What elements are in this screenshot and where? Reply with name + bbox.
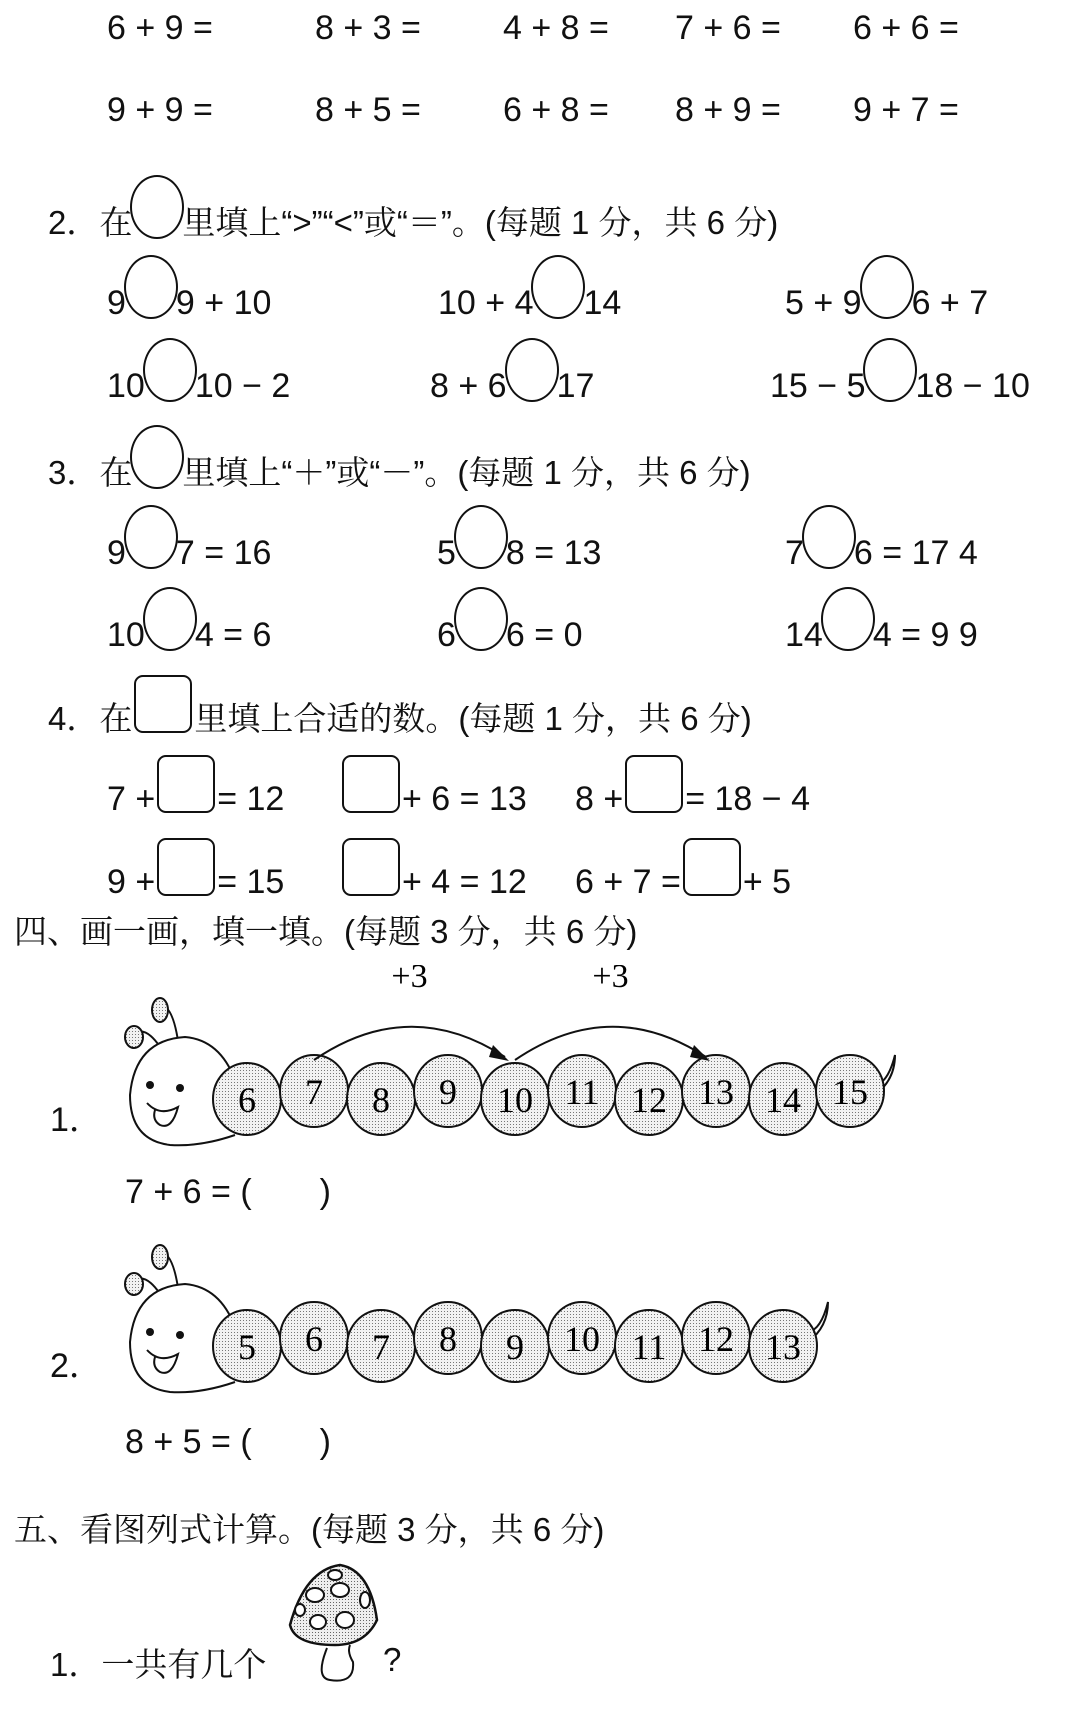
oval-answer-slot[interactable]: [821, 587, 875, 651]
segment-number: 15: [832, 1072, 868, 1112]
heading-text: 在: [99, 700, 133, 737]
expression-right: 17: [556, 367, 595, 405]
section-heading-5: 五、看图列式计算。(每题 3 分，共 6 分): [14, 1511, 605, 1548]
expression-right: 6 = 17 4: [853, 534, 978, 572]
expression-right: = 18 − 4: [685, 780, 810, 818]
body-segment: [213, 1310, 281, 1382]
section-heading-4: 四、画一画，填一填。(每题 3 分，共 6 分): [14, 913, 638, 950]
cap-spot: [295, 1604, 305, 1616]
cap-spot: [328, 1570, 342, 1580]
oval-answer-slot[interactable]: [143, 587, 197, 651]
question-heading-q4: [48, 675, 752, 739]
question-number: 2．: [48, 204, 100, 241]
oval-answer-slot[interactable]: [454, 505, 508, 569]
antenna-tip: [125, 1026, 143, 1048]
equation: 9 + 7 =: [853, 91, 959, 129]
expression-right: 4 = 6: [194, 616, 272, 654]
arrow-head: [690, 1045, 710, 1061]
expression: [785, 587, 978, 655]
expression-left: 9 +: [107, 863, 156, 901]
box-answer-slot[interactable]: [342, 755, 400, 813]
body-segment: [280, 1302, 348, 1374]
heading-text: 在: [99, 204, 133, 241]
expression: [107, 755, 284, 819]
oval-answer-slot[interactable]: [454, 587, 508, 651]
expression-left: 8 +: [575, 780, 624, 818]
body-segment: [548, 1302, 616, 1374]
equation: 6 + 9 =: [107, 9, 213, 47]
antenna-tip: [125, 1273, 143, 1295]
expression-right: 8 = 13: [505, 534, 602, 572]
expression: [340, 838, 527, 902]
body-segment: [414, 1302, 482, 1374]
cap-spot: [331, 1583, 349, 1597]
segment-number: 11: [564, 1072, 600, 1112]
problem-number: 2．: [50, 1347, 103, 1385]
body-segment: [615, 1310, 683, 1382]
expression-right: = 15: [217, 863, 285, 901]
oval-answer-slot[interactable]: [802, 505, 856, 569]
caterpillar-illustration: [0, 965, 1080, 1165]
equation: 7 + 6 = ( ): [125, 1173, 331, 1211]
oval-placeholder[interactable]: [130, 175, 184, 239]
expression: [107, 338, 290, 406]
equation: 8 + 9 =: [675, 91, 781, 129]
heading-text: 里填上“>”“<”或“＝”。(每题 1 分，共 6 分): [182, 204, 779, 241]
oval-answer-slot[interactable]: [505, 338, 559, 402]
equation: 9 + 9 =: [107, 91, 213, 129]
expression-left: 7: [785, 534, 804, 572]
expression-left: 7 +: [107, 780, 156, 818]
expression-right: + 6 = 13: [402, 780, 527, 818]
box-answer-slot[interactable]: [683, 838, 741, 896]
expression-right: 6 + 7: [911, 284, 989, 322]
cap-spot: [360, 1592, 370, 1608]
expression: [437, 505, 601, 573]
expression-right: + 5: [742, 863, 792, 901]
segment-number: 8: [439, 1319, 457, 1359]
heading-text: 里填上“＋”或“－”。(每题 1 分，共 6 分): [182, 454, 751, 491]
expression: [770, 338, 1030, 406]
oval-answer-slot[interactable]: [124, 505, 178, 569]
expression-right: 7 = 16: [175, 534, 272, 572]
problem-text: [50, 1645, 266, 1685]
equation: 6 + 6 =: [853, 9, 959, 47]
segment-number: 5: [238, 1327, 256, 1367]
expression-left: 6 + 7 =: [575, 863, 681, 901]
segment-number: 12: [698, 1319, 734, 1359]
mushroom-stem: [322, 1645, 353, 1681]
body-segment: [682, 1055, 750, 1127]
expression: [438, 255, 621, 323]
jump-label: +3: [592, 965, 629, 995]
expression-left: 5 + 9: [785, 284, 862, 322]
segment-number: 9: [439, 1072, 457, 1112]
expression-right: 18 − 10: [915, 367, 1030, 405]
body-segment: [280, 1055, 348, 1127]
body-segment: [615, 1063, 683, 1135]
body-segment: [481, 1310, 549, 1382]
question-heading-q3: [48, 425, 751, 493]
expression: [107, 587, 271, 655]
antenna-tip: [152, 998, 168, 1022]
segment-number: 6: [305, 1319, 323, 1359]
expression-left: 9: [107, 534, 126, 572]
cap-spot: [306, 1588, 324, 1602]
segment-number: 9: [506, 1327, 524, 1367]
heading-text: 在: [99, 454, 133, 491]
body-segment: [347, 1063, 415, 1135]
equation: 6 + 8 =: [503, 91, 609, 129]
jump-arrow: [515, 1027, 706, 1060]
box-placeholder[interactable]: [134, 675, 192, 733]
equation: 4 + 8 =: [503, 9, 609, 47]
arrow-head: [489, 1045, 509, 1061]
expression-right: = 12: [217, 780, 285, 818]
antenna-tip: [152, 1245, 168, 1269]
question-number: 4．: [48, 700, 100, 737]
segment-number: 12: [631, 1080, 667, 1120]
question-number: 3．: [48, 454, 100, 491]
eye: [146, 1328, 154, 1336]
body-segment: [682, 1302, 750, 1374]
eye: [176, 1084, 184, 1092]
expression: [340, 755, 527, 819]
expression-right: 9 + 10: [175, 284, 272, 322]
expression-left: 9: [107, 284, 126, 322]
expression: [785, 255, 988, 323]
eye: [146, 1081, 154, 1089]
question-mark: ?: [383, 1641, 402, 1678]
expression-right: + 4 = 12: [402, 863, 527, 901]
body-segment: [548, 1055, 616, 1127]
expression: [107, 505, 271, 573]
expression-right: 14: [583, 284, 622, 322]
box-answer-slot[interactable]: [157, 838, 215, 896]
expression-left: 5: [437, 534, 456, 572]
segment-number: 10: [564, 1319, 600, 1359]
segment-number: 7: [372, 1327, 390, 1367]
expression-left: 10 + 4: [438, 284, 534, 322]
box-answer-slot[interactable]: [342, 838, 400, 896]
expression-left: 10: [107, 616, 145, 654]
segment-number: 6: [238, 1080, 256, 1120]
question-heading-q2: [48, 175, 778, 243]
cap-spot: [310, 1615, 326, 1629]
eye: [176, 1331, 184, 1339]
box-answer-slot[interactable]: [157, 755, 215, 813]
oval-answer-slot[interactable]: [863, 338, 917, 402]
segment-number: 13: [698, 1072, 734, 1112]
expression-left: 8 + 6: [430, 367, 507, 405]
expression-right: 10 − 2: [194, 367, 291, 405]
expression: [785, 505, 978, 573]
oval-placeholder[interactable]: [130, 425, 184, 489]
expression: [430, 338, 594, 406]
segment-number: 14: [765, 1080, 801, 1120]
problem-number: 1．: [50, 1101, 103, 1139]
caterpillar-illustration: [0, 1212, 1080, 1412]
oval-answer-slot[interactable]: [531, 255, 585, 319]
problem-text: 一共有几个: [101, 1646, 267, 1683]
segment-number: 11: [631, 1327, 667, 1367]
box-answer-slot[interactable]: [625, 755, 683, 813]
expression: [107, 255, 271, 323]
problem-number: 1．: [50, 1646, 102, 1683]
expression: [575, 755, 810, 819]
expression: [437, 587, 583, 655]
segment-number: 7: [305, 1072, 323, 1112]
oval-answer-slot[interactable]: [143, 338, 197, 402]
expression-left: 15 − 5: [770, 367, 866, 405]
equation: 8 + 5 = ( ): [125, 1423, 331, 1461]
cap-spot: [336, 1612, 354, 1628]
body-segment: [481, 1063, 549, 1135]
jump-label: +3: [391, 965, 428, 995]
oval-answer-slot[interactable]: [124, 255, 178, 319]
body-segment: [347, 1310, 415, 1382]
jump-arrow: [314, 1027, 505, 1060]
heading-text: 里填上合适的数。(每题 1 分，共 6 分): [194, 700, 752, 737]
expression-right: 4 = 9 9: [872, 616, 978, 654]
equation: 8 + 3 =: [315, 9, 421, 47]
body-segment: [816, 1055, 884, 1127]
equation: 8 + 5 =: [315, 91, 421, 129]
expression-right: 6 = 0: [505, 616, 583, 654]
expression: [107, 838, 284, 902]
expression-left: 6: [437, 616, 456, 654]
body-segment: [213, 1063, 281, 1135]
expression-left: 10: [107, 367, 145, 405]
expression-left: 14: [785, 616, 823, 654]
equation: 7 + 6 =: [675, 9, 781, 47]
body-segment: [414, 1055, 482, 1127]
body-segment: [749, 1310, 817, 1382]
expression: [575, 838, 791, 902]
body-segment: [749, 1063, 817, 1135]
segment-number: 13: [765, 1327, 801, 1367]
segment-number: 8: [372, 1080, 390, 1120]
oval-answer-slot[interactable]: [860, 255, 914, 319]
segment-number: 10: [497, 1080, 533, 1120]
mushroom-icon: [285, 1560, 395, 1690]
